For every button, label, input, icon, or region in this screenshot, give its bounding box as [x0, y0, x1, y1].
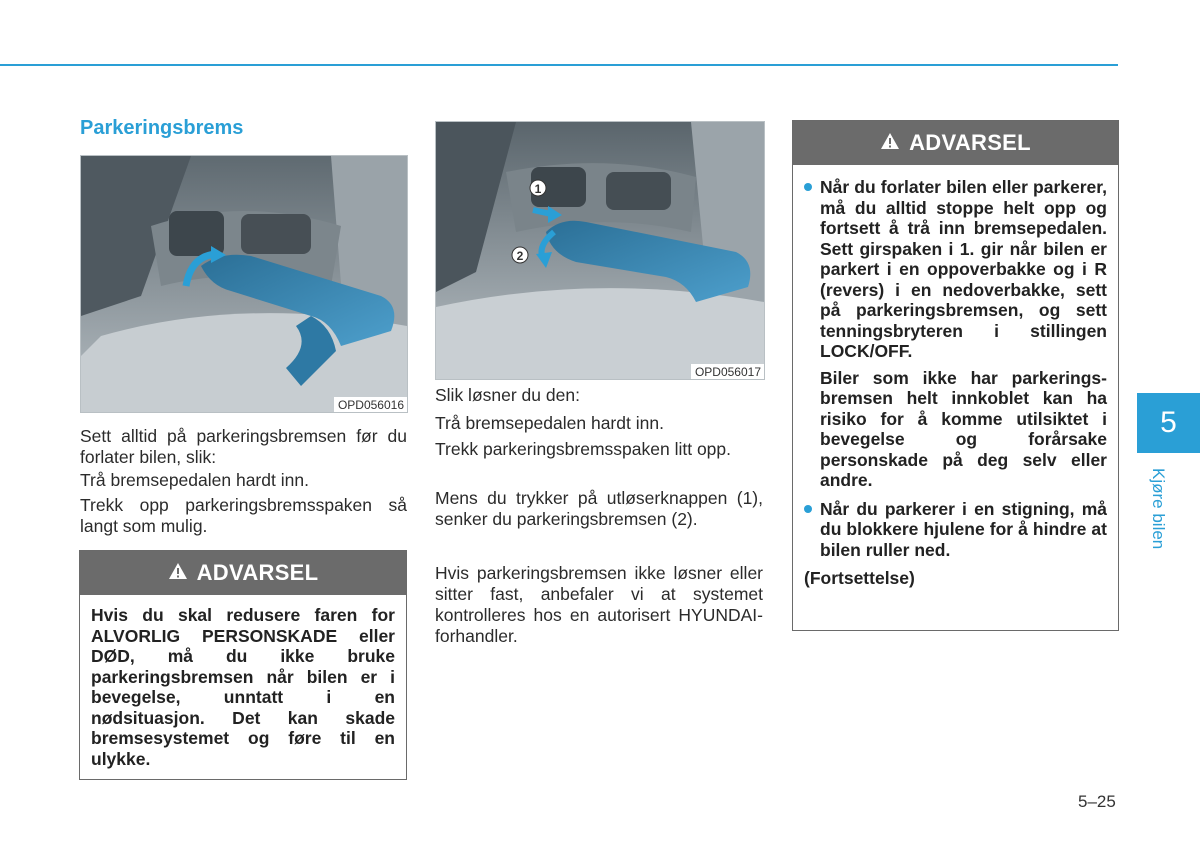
- parking-brake-figure-apply: [80, 155, 408, 413]
- header-rule: [0, 64, 1118, 66]
- parking-brake-illustration: [81, 156, 407, 412]
- bullet-dot-icon: [804, 183, 812, 191]
- parking-brake-release-illustration: [436, 122, 764, 379]
- paragraph: Slik løsner du den:: [435, 385, 580, 405]
- warning-header: [80, 551, 406, 595]
- warning-title: ADVARSEL: [196, 560, 319, 585]
- figure-code: OPD056016: [334, 397, 407, 412]
- chapter-label: Kjøre bilen: [1149, 468, 1168, 550]
- warning-title: ADVARSEL: [909, 130, 1031, 155]
- paragraph: Sett alltid på parkeringsbremsen før du forlater bilen, slik:: [80, 426, 407, 467]
- warning-text: Når du forlater bilen eller parkerer, må du alltid stoppe helt opp og fortsett å trå inn bremsepedalen. Sett girspaken i 1. gir når bilen er parkert i en oppoverbakke og i R (revers) i en nedoverbakke, sett på parkeringsbremsen, og sett tenningsbryteren i stillingen LOCK/OFF.: [820, 177, 1107, 361]
- figure-code: OPD056017: [691, 364, 764, 379]
- warning-bullet: [804, 499, 1107, 561]
- warning-text: Når du parkerer i en stigning, må du blokkere hjulene for å hindre at bilen ruller ned.: [820, 498, 1107, 560]
- callout-2: 2: [516, 249, 524, 263]
- warning-triangle-icon: [168, 560, 188, 586]
- callout-1: 1: [534, 182, 542, 196]
- bullet-dot-icon: [804, 505, 812, 513]
- paragraph: Trå bremsepedalen hardt inn.: [80, 470, 309, 490]
- warning-header: [793, 121, 1118, 165]
- paragraph: Trekk opp parkeringsbremsspaken så langt som mulig.: [80, 495, 407, 536]
- paragraph: Trå bremsepedalen hardt inn.: [435, 413, 664, 433]
- warning-bullet: [804, 177, 1107, 491]
- paragraph: Hvis parkeringsbremsen ikke løsner eller sitter fast, anbefaler vi at systemet kontrolleres hos en autorisert HYUNDAI-forhandler.: [435, 563, 763, 646]
- parking-brake-figure-release: [435, 121, 765, 380]
- section-heading: Parkeringsbrems: [80, 117, 244, 139]
- warning-box: [79, 550, 407, 780]
- warning-text: Biler som ikke har parkerings-bremsen helt innkoblet kan ha risiko for å komme utilsiktet i bevegelse og forårsake personskade på deg selv eller andre.: [820, 367, 1107, 490]
- warning-text: Hvis du skal redusere faren for ALVORLIG PERSONSKADE eller DØD, må du ikke bruke parkeringsbremsen når bilen er i bevegelse, unntatt i en nødsituasjon. Det kan skade bremsesystemet og føre til en ulykke.: [91, 605, 395, 769]
- warning-triangle-icon: [880, 130, 900, 156]
- paragraph: Mens du trykker på utløserknappen (1), senker du parkeringsbremsen (2).: [435, 488, 763, 529]
- paragraph: Trekk parkeringsbremsspaken litt opp.: [435, 439, 732, 459]
- page-number: 5–25: [1078, 792, 1116, 811]
- continued-label: (Fortsettelse): [804, 568, 915, 588]
- chapter-number-tab: 5: [1137, 393, 1200, 453]
- warning-box: [792, 120, 1119, 631]
